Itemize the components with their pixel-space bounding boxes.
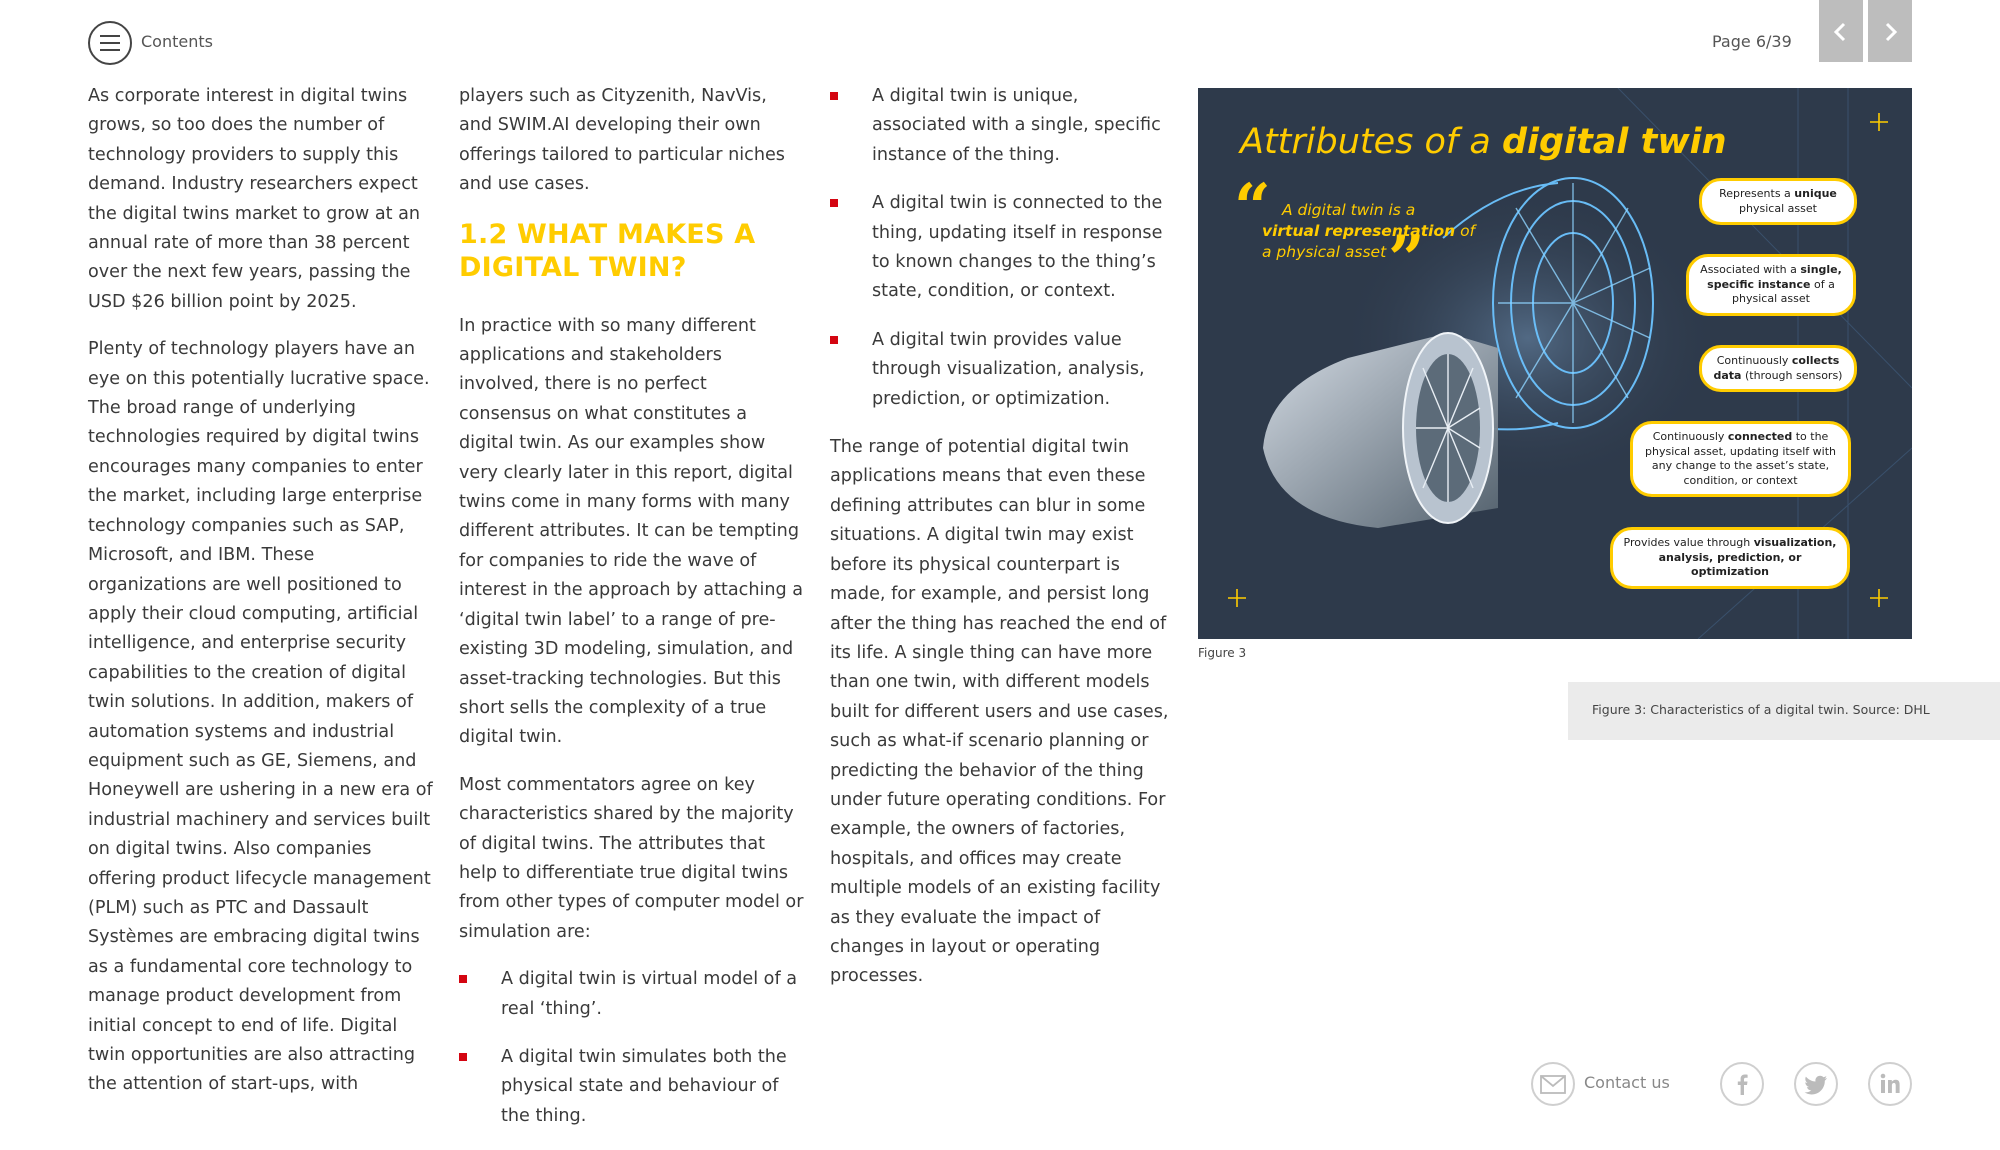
menu-icon[interactable]	[88, 21, 132, 65]
contents-link[interactable]: Contents	[141, 32, 213, 51]
list-item: A digital twin is virtual model of a real ‘thing’.	[459, 965, 804, 1024]
attribute-pill-specific-instance: Associated with a single, specific instance of a physical asset	[1686, 254, 1856, 316]
contact-button[interactable]	[1531, 1062, 1575, 1106]
facebook-button[interactable]	[1720, 1062, 1764, 1106]
attribute-list	[830, 82, 1175, 414]
list-item: A digital twin simulates both the physical state and behaviour of the thing.	[459, 1043, 804, 1131]
mail-icon	[1540, 1072, 1566, 1098]
list-item: A digital twin is connected to the thing, updating itself in response to known changes to the thing’s state, condition, or context.	[830, 189, 1175, 307]
attribute-pill-connected: Continuously connected to the physical asset, updating itself with any change to the asset’s state, condition, or context	[1630, 421, 1851, 497]
close-quote-icon: ”	[1388, 222, 1425, 297]
paragraph: Most commentators agree on key characteristics shared by the majority of digital twins. The attributes that help to differentiate true digital twins from other types of computer model or simulation are:	[459, 774, 804, 942]
column-1	[88, 82, 433, 1118]
figure-title: Attributes of a digital twin	[1240, 122, 1727, 162]
figure-digital-twin-attributes	[1198, 88, 1912, 639]
section-heading: 1.2 WHAT MAKES A DIGITAL TWIN?	[459, 218, 756, 283]
previous-page-button[interactable]	[1819, 0, 1863, 62]
paragraph: Plenty of technology players have an eye on this potentially lucrative space. The broad range of underlying technologies required by digital twins encourages many companies to enter the market, including large enterprise technology companies such as SAP, Microsoft, and IBM. These organizations are well positioned to apply their cloud computing, artificial intelligence, and enterprise security capabilities to the creation of digital twin solutions. In addition, makers of automation systems and industrial equipment such as GE, Siemens, and Honeywell are ushering in a new era of industrial machinery and services built on digital twins. Also companies offering product lifecycle management (PLM) such as PTC and Dassault Systèmes are embracing digital twins as a fundamental core technology to manage product development from initial concept to end of life. Digital twin opportunities are also attracting the attention of start-ups, with	[88, 339, 433, 1095]
linkedin-button[interactable]	[1868, 1062, 1912, 1106]
attribute-pill-unique: Represents a unique physical asset	[1699, 178, 1857, 225]
figure-caption: Figure 3: Characteristics of a digital twin. Source: DHL	[1592, 702, 1930, 717]
bullet-icon	[459, 1053, 467, 1061]
paragraph: The range of potential digital twin applications means that even these defining attributes can blur in some situations. A digital twin may exist before its physical counterpart is made, for example, and persist long after the thing has reached the end of its life. A single thing can have more than one twin, with different models built for different users and use cases, such as what-if scenario planning or predicting the behavior of the thing under future operating conditions. For example, the owners of factories, hospitals, and offices may create multiple models of an existing facility as they evaluate the impact of changes in layout or operating processes.	[830, 437, 1169, 987]
paragraph: As corporate interest in digital twins grows, so too does the number of technology providers to supply this demand. Industry researchers expect the digital twins market to grow at an annual rate of more than 38 percent over the next few years, passing the USD $26 billion point by 2025.	[88, 86, 421, 312]
linkedin-icon	[1877, 1071, 1903, 1097]
bullet-icon	[830, 336, 838, 344]
page-indicator: Page 6/39	[1712, 32, 1792, 51]
open-quote-icon: “	[1234, 170, 1271, 245]
chevron-left-icon	[1831, 22, 1851, 42]
column-3	[830, 82, 1175, 1010]
attribute-pill-collects-data: Continuously collects data (through sensors)	[1699, 345, 1857, 392]
chevron-right-icon	[1880, 22, 1900, 42]
figure-quote: A digital twin is a virtual representation of a physical asset	[1262, 201, 1476, 261]
bullet-icon	[830, 199, 838, 207]
attribute-pill-provides-value: Provides value through visualization, analysis, prediction, or optimization	[1610, 527, 1850, 589]
bullet-icon	[830, 92, 838, 100]
facebook-icon	[1729, 1071, 1755, 1097]
list-item: A digital twin provides value through visualization, analysis, prediction, or optimization.	[830, 326, 1175, 414]
paragraph: In practice with so many different applications and stakeholders involved, there is no perfect consensus on what constitutes a digital twin. As our examples show very clearly later in this report, digital twins come in many forms with many different attributes. It can be tempting for companies to ride the wave of interest in the approach by attaching a ‘digital twin label’ to a range of pre-existing 3D modeling, simulation, and asset-tracking technologies. But this short sells the complexity of a true digital twin.	[459, 315, 804, 748]
twitter-icon	[1803, 1072, 1829, 1098]
twitter-button[interactable]	[1794, 1062, 1838, 1106]
contact-us-link[interactable]: Contact us	[1584, 1073, 1670, 1092]
next-page-button[interactable]	[1868, 0, 1912, 62]
list-item: A digital twin is unique, associated with a single, specific instance of the thing.	[830, 82, 1175, 170]
figure-label: Figure 3	[1198, 646, 1247, 660]
paragraph: players such as Cityzenith, NavVis, and SWIM.AI developing their own offerings tailored to particular niches and use cases.	[459, 86, 785, 195]
bullet-icon	[459, 975, 467, 983]
attribute-list	[459, 965, 804, 1131]
column-2	[459, 82, 804, 1150]
